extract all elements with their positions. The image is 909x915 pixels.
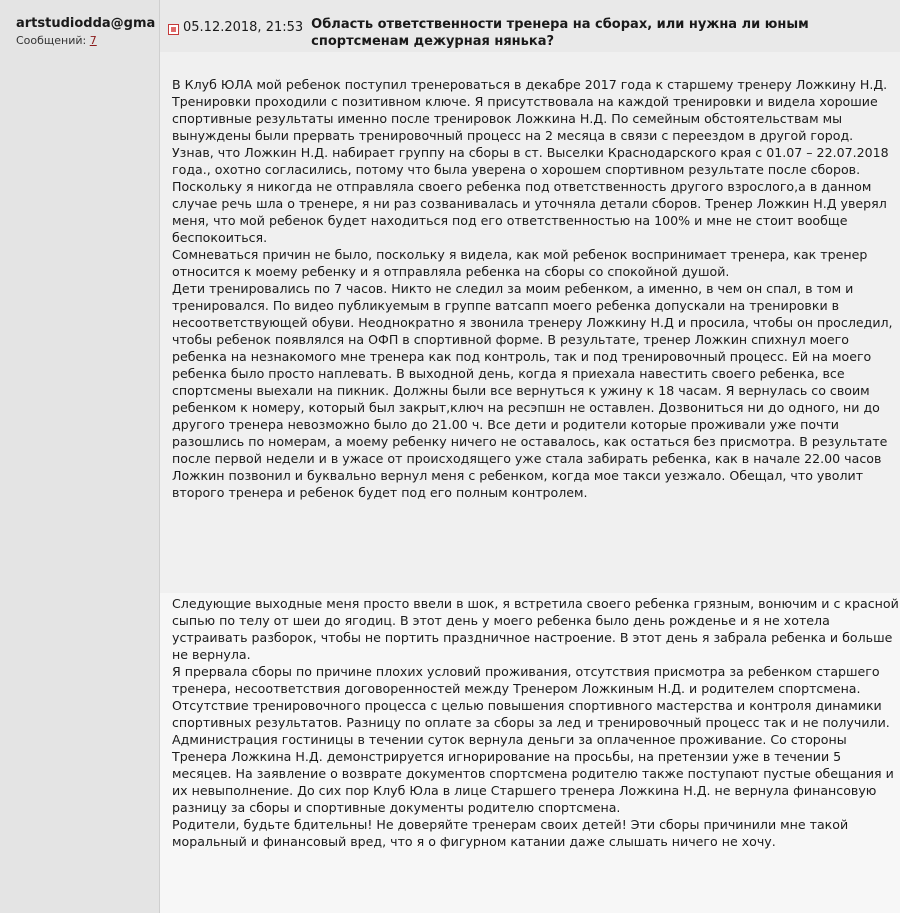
message-count-label: Сообщений:	[16, 34, 87, 47]
post-body-bottom	[160, 593, 900, 913]
post-body-top	[160, 52, 900, 593]
post-link-icon[interactable]	[168, 24, 179, 35]
post-paragraph: Следующие выходные меня просто ввели в шок, я встретила своего ребенка грязным, вонючим и с красной сыпью по телу от шеи до ягодиц. В этот день у моего ребенка было день рожденье и я не хотела устраивать разборок, чтобы не портить праздничное настроение. В этот день я забрала ребенка и больше не вернула.	[172, 596, 899, 662]
message-count-link[interactable]: 7	[89, 34, 97, 47]
post-paragraph: Узнав, что Ложкин Н.Д. набирает группу на сборы в ст. Выселки Краснодарского края с 01.07 – 22.07.2018 года., охотно согласились, потому что была уверена о хорошем спортивном результате после сборов. Поскольку я никогда не отправляла своего ребенка под ответственность другого взрослого,а в данном случае речь шла о тренере, я ни раз созванивалась и уточняла детали сборов. Тренер Ложкин Н.Д уверял меня, что мой ребенок будет находиться под его ответственностью на 100% и мне не стоит вообще беспокоиться.	[172, 145, 889, 245]
post-paragraph: Дети тренировались по 7 часов. Никто не следил за моим ребенком, а именно, в чем он спал, в том и тренировался. По видео публикуемым в группе ватсапп моего ребенка допускали на тренировки в несоответствующей обуви. Неоднократно я звонила тренеру Ложкину Н.Д и просила, чтобы он проследил, чтобы ребенок появлялся на ОФП в спортивной форме. В результате, тренер Ложкин спихнул моего ребенка на незнакомого мне тренера как под контроль, так и под тренировочный процесс. Ей на моего ребенка было просто наплевать. В выходной день, когда я приехала навестить своего ребенка, все спортсмены выехали на пикник. Должны были все вернуться к ужину к 18 часам. Я вернулась со своим ребенком к номеру, который был закрыт,ключ на ресэпшн не оставлен. Дозвониться ни до одного, ни до другого тренера невозможно было до 21.00 ч. Все дети и родители которые проживали уже почти разошлись по номерам, а моему ребенку ничего не оставалось, как остаться без присмотра. В результате после первой недели и в ужасе от происходящего уже стала забирать ребенка, как в начале 22.00 часов Ложкин позвонил и буквально вернул меня с ребенком, когда мое такси уезжало. Обещал, что уволит второго тренера и ребенок будет под его полным контролем.	[172, 281, 893, 500]
message-count	[16, 34, 159, 47]
post-paragraph: Родители, будьте бдительны! Не доверяйте тренерам своих детей! Эти сборы причинили мне такой моральный и финансовый вред, что я о фигурном катании даже слышать ничего не хочу.	[172, 817, 849, 849]
post-paragraph: Я прервала сборы по причине плохих условий проживания, отсутствия присмотра за ребенком старшего тренера, несоответствия договоренностей между Тренером Ложкиным Н.Д. и родителем спортсмена. Отсутствие тренировочного процесса с целью повышения спортивного мастерства и контроля динамики спортивных результатов. Разницу по оплате за сборы за лед и тренировочный процесс так и не получили. Администрация гостиницы в течении суток вернула деньги за оплаченное проживание. Со стороны Тренера Ложкина Н.Д. демонстрируется игнорирование на просьбы, на претензии уже в течении 5 месяцев. На заявление о возврате документов спортсмена родителю также поступают пустые обещания и их невыполнение. До сих пор Клуб Юла в лице Старшего тренера Ложкина Н.Д. не вернула финансовую разницу за сборы и спортивные документы родителю спортсмена.	[172, 664, 894, 815]
post-content	[160, 0, 900, 913]
author-name[interactable]: artstudiodda@gma	[16, 16, 156, 31]
post-header	[160, 0, 900, 52]
post-author-panel	[0, 0, 160, 913]
post-paragraph: Сомневаться причин не было, поскольку я видела, как мой ребенок воспринимает тренера, как тренер относится к моему ребенку и я отправляла ребенка на сборы со спокойной душой.	[172, 247, 868, 279]
post-date: 05.12.2018, 21:53	[183, 20, 304, 35]
post-paragraph: В Клуб ЮЛА мой ребенок поступил тренероваться в декабре 2017 года к старшему тренеру Ложкину Н.Д. Тренировки проходили с позитивном ключе. Я присутствовала на каждой тренировки и видела хорошие спортивные результаты именно после тренировок Ложкина Н.Д. По семейным обстоятельствам мы вынуждены были прервать тренировочный процесс на 2 месяца в связи с переездом в другой город.	[172, 77, 888, 143]
post-title: Область ответственности тренера на сборах, или нужна ли юным спортсменам дежурная нянька?	[311, 17, 809, 49]
